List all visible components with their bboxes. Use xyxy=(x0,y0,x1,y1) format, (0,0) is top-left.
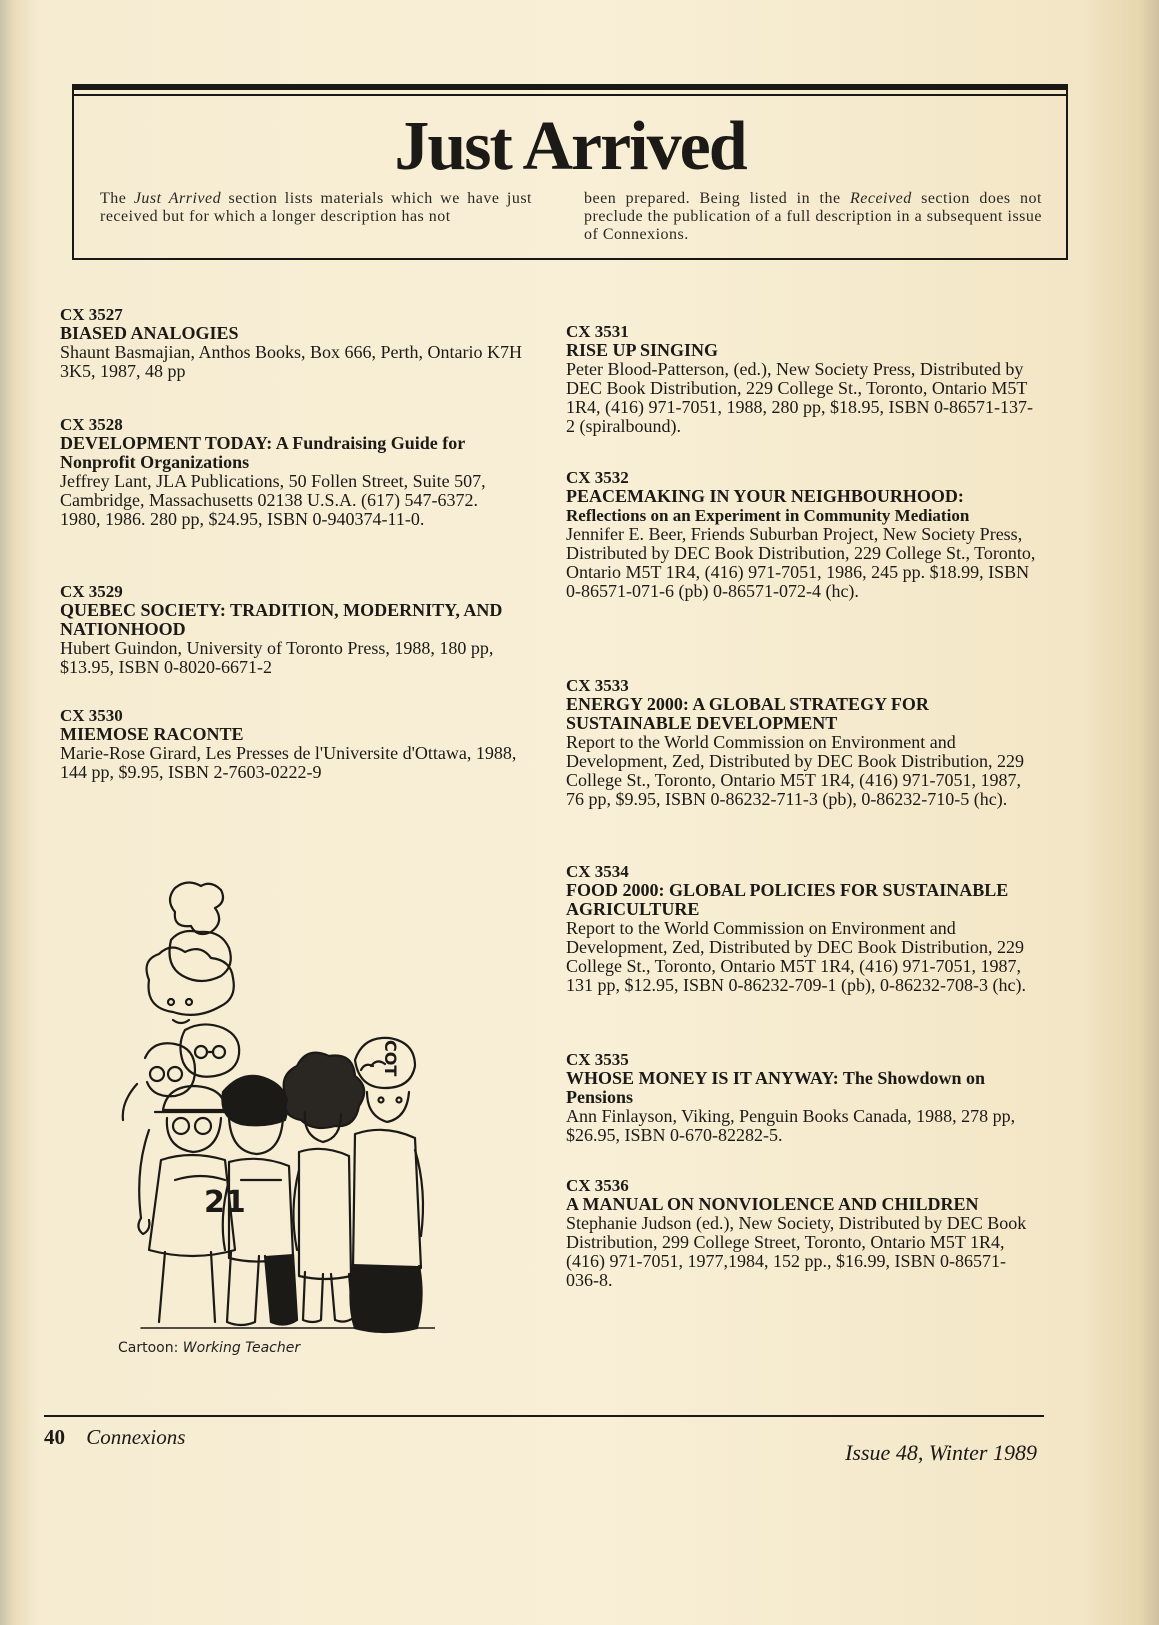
entry-number: CX 3529 xyxy=(60,582,123,601)
intro-right-em: Received xyxy=(849,190,912,207)
entry-description: Stephanie Judson (ed.), New Society, Distributed by DEC Book Distribution, 299 College Street, Toronto, Ontario M5T 1R4, (416) 971-7051, 1977,1984, 152 pp., $16.99, ISBN 0-86571-036-8. xyxy=(566,1213,1027,1290)
cartoon-illustration xyxy=(115,880,435,1342)
page-title: Just Arrived xyxy=(394,108,746,185)
entry-description: Report to the World Commission on Environment and Development, Zed, Distributed by DEC Book Distribution, 229 College St., Toronto, Ontario M5T 1R4, (416) 971-7051, 1987, 76 pp, $9.95, ISBN 0-86232-711-3 (pb), 0-86232-710-5 (hc). xyxy=(566,732,1024,809)
entry-number: CX 3530 xyxy=(60,706,123,725)
entry-subtitle: Reflections on an Experiment in Community Mediation xyxy=(566,506,970,525)
entry-cx3528 xyxy=(60,415,522,529)
entry-number: CX 3536 xyxy=(566,1176,629,1195)
entry-cx3527 xyxy=(60,305,522,381)
entry-description: Hubert Guindon, University of Toronto Press, 1988, 180 pp, $13.95, ISBN 0-8020-6671-2 xyxy=(60,638,494,677)
intro-right-post: section does not preclude the publication of a full description in a subsequent issue of Connexions. xyxy=(584,190,1043,243)
issue-info: Issue 48, Winter 1989 xyxy=(845,1440,1037,1465)
footer-left xyxy=(44,1425,185,1450)
entry-cx3536 xyxy=(566,1176,1038,1290)
entry-number: CX 3531 xyxy=(566,322,629,341)
entry-title: ENERGY 2000: A GLOBAL STRATEGY FOR SUSTAINABLE DEVELOPMENT xyxy=(566,694,929,733)
intro-right-pre: been prepared. Being listed in the xyxy=(584,190,850,207)
entry-number: CX 3528 xyxy=(60,415,123,434)
intro-left-post: section lists materials which we have just received but for which a longer description has not xyxy=(100,190,532,225)
entry-description: Jeffrey Lant, JLA Publications, 50 Follen Street, Suite 507, Cambridge, Massachusetts 02138 U.S.A. (617) 547-6372. 1980, 1986. 280 pp, $24.95, ISBN 0-940374-11-0. xyxy=(60,471,486,529)
entry-description: Peter Blood-Patterson, (ed.), New Society Press, Distributed by DEC Book Distribution, 229 College St., Toronto, Ontario M5T 1R4, (416) 971-7051, 1988, 280 pp, $18.95, ISBN 0-86571-137-2 (spiralbound). xyxy=(566,359,1033,436)
entry-cx3535 xyxy=(566,1050,1038,1145)
entry-title: FOOD 2000: GLOBAL POLICIES FOR SUSTAINABLE AGRICULTURE xyxy=(566,880,1009,919)
entry-title: QUEBEC SOCIETY: TRADITION, MODERNITY, AND NATIONHOOD xyxy=(60,600,503,639)
header-box xyxy=(72,84,1068,260)
cartoon-shirt-number: 21 xyxy=(204,1185,246,1220)
entry-title: DEVELOPMENT TODAY: A Fundraising Guide for Nonprofit Organizations xyxy=(60,433,465,472)
entry-number: CX 3533 xyxy=(566,676,629,695)
magazine-name: Connexions xyxy=(86,1425,186,1449)
intro-left-pre: The xyxy=(100,190,134,207)
entry-number: CX 3532 xyxy=(566,468,629,487)
entry-title: WHOSE MONEY IS IT ANYWAY: The Showdown on Pensions xyxy=(566,1068,985,1107)
intro-left xyxy=(100,190,532,226)
entry-description: Shaunt Basmajian, Anthos Books, Box 666, Perth, Ontario K7H 3K5, 1987, 48 pp xyxy=(60,342,522,381)
caption-source: Working Teacher xyxy=(182,1340,301,1356)
entry-number: CX 3534 xyxy=(566,862,629,881)
entry-title: MIEMOSE RACONTE xyxy=(60,724,244,744)
cartoon-corner-mark: COT xyxy=(381,1040,400,1077)
entry-title: A MANUAL ON NONVIOLENCE AND CHILDREN xyxy=(566,1194,979,1214)
footer-rule xyxy=(44,1415,1044,1417)
cartoon-caption xyxy=(118,1340,300,1356)
intro-left-em: Just Arrived xyxy=(133,190,222,207)
entry-cx3531 xyxy=(566,322,1038,436)
entry-cx3532 xyxy=(566,468,1038,601)
entry-number: CX 3527 xyxy=(60,305,123,324)
entry-cx3533 xyxy=(566,676,1038,809)
intro-right xyxy=(584,190,1042,244)
page-number: 40 xyxy=(44,1425,65,1449)
entry-cx3530 xyxy=(60,706,522,782)
entry-description: Ann Finlayson, Viking, Penguin Books Canada, 1988, 278 pp, $26.95, ISBN 0-670-82282-5. xyxy=(566,1106,1016,1145)
entry-cx3529 xyxy=(60,582,522,677)
caption-prefix: Cartoon: xyxy=(118,1340,183,1356)
entry-description: Marie-Rose Girard, Les Presses de l'Universite d'Ottawa, 1988, 144 pp, $9.95, ISBN 2-7603-0222-9 xyxy=(60,743,517,782)
entry-cx3534 xyxy=(566,862,1038,995)
entry-description: Report to the World Commission on Environment and Development, Zed, Distributed by DEC Book Distribution, 229 College St., Toronto, Ontario M5T 1R4, (416) 971-7051, 1987, 131 pp, $12.95, ISBN 0-86232-709-1 (pb), 0-86232-708-3 (hc). xyxy=(566,918,1026,995)
entry-title: PEACEMAKING IN YOUR NEIGHBOURHOOD: xyxy=(566,486,964,506)
entry-title: BIASED ANALOGIES xyxy=(60,323,239,343)
entry-description: Jennifer E. Beer, Friends Suburban Project, New Society Press, Distributed by DEC Book Distribution, 229 College St., Toronto, Ontario M5T 1R4, (416) 971-7051, 1986, 245 pp. $18.99, ISBN 0-86571-071-6 (pb) 0-86571-072-4 (hc). xyxy=(566,524,1036,601)
entry-title: RISE UP SINGING xyxy=(566,340,719,360)
entry-number: CX 3535 xyxy=(566,1050,629,1069)
